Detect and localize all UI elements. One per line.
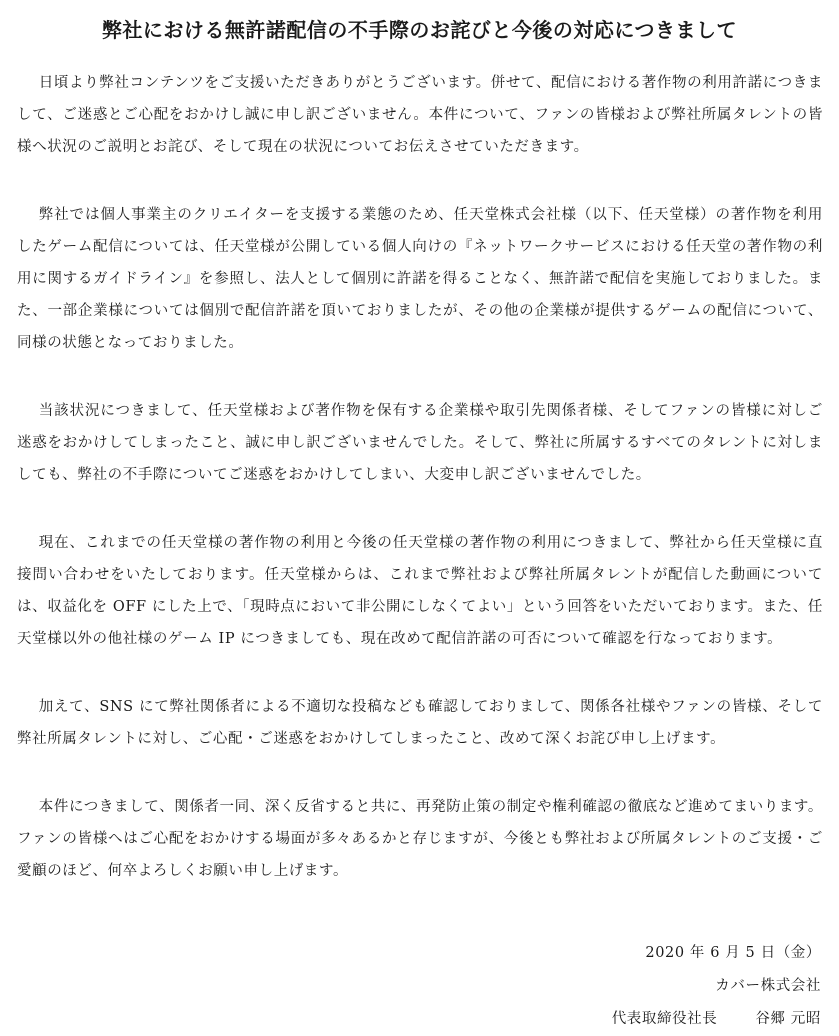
signature-company: カバー株式会社 bbox=[715, 978, 821, 994]
paragraph-background: 弊社では個人事業主のクリエイターを支援する業態のため、任天堂株式会社様（以下、任天堂様）の著作物を利用したゲーム配信については、任天堂様が公開している個人向けの『ネットワークサービスにおける任天堂の著作物の利用に関するガイドライン』を参照し、法人として個別に許諾を得ることなく、無許諾で配信を実施しておりました。また、一部企業様については個別で配信許諾を頂いておりましたが、その他の企業様が提供するゲームの配信について、同様の状態となっておりました。 bbox=[17, 207, 823, 351]
document-body bbox=[17, 67, 823, 923]
signature-representative bbox=[612, 1003, 821, 1036]
paragraph-closing: 本件につきまして、関係者一同、深く反省すると共に、再発防止策の制定や権利確認の徹底など進めてまいります。ファンの皆様へはご心配をおかけする場面が多々あるかと存じますが、今後とも弊社および所属タレントのご支援・ご愛顧のほど、何卒よろしくお願い申し上げます。 bbox=[17, 799, 823, 879]
paragraph-greeting: 日頃より弊社コンテンツをご支援いただきありがとうございます。併せて、配信における著作物の利用許諾につきまして、ご迷惑とご心配をおかけし誠に申し訳ございません。本件について、ファンの皆様および弊社所属タレントの皆様へ状況のご説明とお詫び、そして現在の状況についてお伝えさせていただきます。 bbox=[17, 75, 823, 155]
document-title: 弊社における無許諾配信の不手際のお詫びと今後の対応につきまして bbox=[101, 18, 738, 43]
paragraph-current-status: 現在、これまでの任天堂様の著作物の利用と今後の任天堂様の著作物の利用につきまして、弊社から任天堂様に直接問い合わせをいたしております。任天堂様からは、これまで弊社および弊社所属タレントが配信した動画については、収益化を OFF にした上で、「現時点において非公開にしなくてよい」という回答をいただいております。また、任天堂様以外の他社様のゲーム IP につきましても、現在改めて配信許諾の可否について確認を行なっております。 bbox=[17, 535, 823, 647]
signature-date: 2020 年 6 月 5 日（金） bbox=[645, 945, 821, 961]
signature-block bbox=[612, 937, 821, 1036]
signature-position: 代表取締役社長 bbox=[611, 1011, 718, 1027]
paragraph-sns: 加えて、SNS にて弊社関係者による不適切な投稿なども確認しておりまして、関係各社様やファンの皆様、そして弊社所属タレントに対し、ご心配・ご迷惑をおかけしてしまったこと、改めて深くお詫び申し上げます。 bbox=[17, 699, 823, 747]
paragraph-apology: 当該状況につきまして、任天堂様および著作物を保有する企業様や取引先関係者様、そしてファンの皆様に対しご迷惑をおかけしてしまったこと、誠に申し訳ございませんでした。そして、弊社に所属するすべてのタレントに対しましても、弊社の不手際についてご迷惑をおかけしてしまい、大変申し訳ございませんでした。 bbox=[17, 403, 823, 483]
signature-name: 谷郷 元昭 bbox=[755, 1011, 821, 1027]
